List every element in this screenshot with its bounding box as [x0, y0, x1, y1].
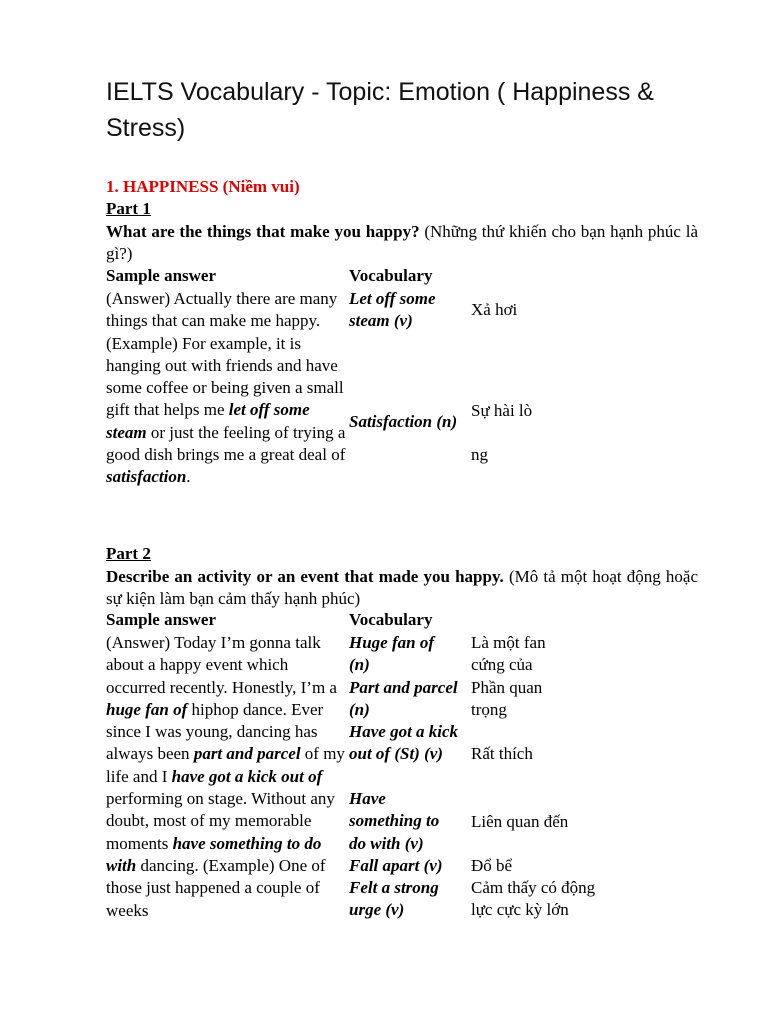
part1-sample-header: Sample answer [106, 266, 217, 285]
part1-sample-answer [106, 288, 348, 489]
section-heading-happiness: 1. HAPPINESS (Niềm vui) [106, 177, 300, 196]
answer-text: dancing. (Example) One of those just happened a couple of weeks [106, 855, 326, 920]
answer-term: part and parcel [193, 744, 301, 764]
part2-vocab-header: Vocabulary [349, 610, 433, 629]
part1-vocab-header: Vocabulary [349, 266, 433, 285]
vocab-term: Satisfaction (n) [349, 412, 458, 431]
vocab-term: Part and parcel (n) [349, 678, 458, 720]
answer-text: performing on stage. Without any doubt, most of my memorable moments [106, 789, 335, 853]
vocab-term: Have got a kick out of (St) (v) [349, 722, 459, 764]
vocab-meaning: Cảm thấy có động lực cực kỳ lớn [471, 878, 596, 920]
answer-term: have got a kick out of [171, 766, 323, 786]
part2-label: Part 2 [106, 544, 151, 563]
vocab-term: Felt a strong urge (v) [349, 878, 439, 920]
vocab-meaning: Phần quan trọng [471, 678, 543, 720]
answer-term: have something to do with [106, 833, 322, 875]
part2-question [106, 566, 698, 610]
part1-question-en: What are the things that make you happy? [106, 222, 420, 241]
answer-text: hiphop dance. Ever since I was young, dancing has always been [106, 699, 324, 764]
part1-label: Part 1 [106, 199, 151, 218]
vocab-meaning: Xả hơi [471, 300, 518, 319]
vocab-term: Fall apart (v) [349, 856, 443, 875]
vocab-meaning: Sự hài lò ng [471, 401, 533, 464]
part1-question [106, 221, 698, 265]
page-title: IELTS Vocabulary - Topic: Emotion ( Happiness & Stress) [106, 78, 654, 142]
vocab-meaning: Rất thích [471, 744, 533, 763]
answer-text: . [186, 467, 191, 487]
answer-term: let off some steam [106, 400, 310, 442]
vocab-term: Let off some steam (v) [349, 289, 436, 331]
answer-text: (Answer) Today I’m gonna talk about a happy event which occurred recently. Honestly, I’m a [106, 633, 337, 697]
vocab-meaning: Là một fan cứng của [471, 633, 546, 675]
part2-question-en: Describe an activity or an event that made you happy. [106, 567, 504, 586]
part2-sample-answer [106, 632, 348, 922]
part2-question-vi: (Mô tả một hoạt động hoặc sự kiện làm bạn cảm thấy hạnh phúc) [106, 567, 699, 608]
answer-text: or just the feeling of trying a good dish brings me a great deal of [106, 422, 346, 465]
vocab-meaning: Liên quan đến [471, 812, 569, 831]
answer-term: satisfaction [106, 467, 187, 487]
part1-question-vi: (Những thứ khiến cho bạn hạnh phúc là gì?) [106, 222, 698, 263]
part2-sample-header: Sample answer [106, 610, 217, 629]
answer-term: huge fan of [106, 699, 188, 719]
vocab-meaning: Đổ bể [471, 856, 513, 875]
answer-text: (Answer) Actually there are many things that can make me happy. (Example) For example, it is hanging out with friends and have some coffee or being given a small gift that helps me [106, 289, 344, 420]
answer-text: of my life and I [106, 744, 345, 786]
vocab-term: Huge fan of (n) [349, 633, 434, 675]
vocab-term: Have something to do with (v) [349, 789, 440, 853]
